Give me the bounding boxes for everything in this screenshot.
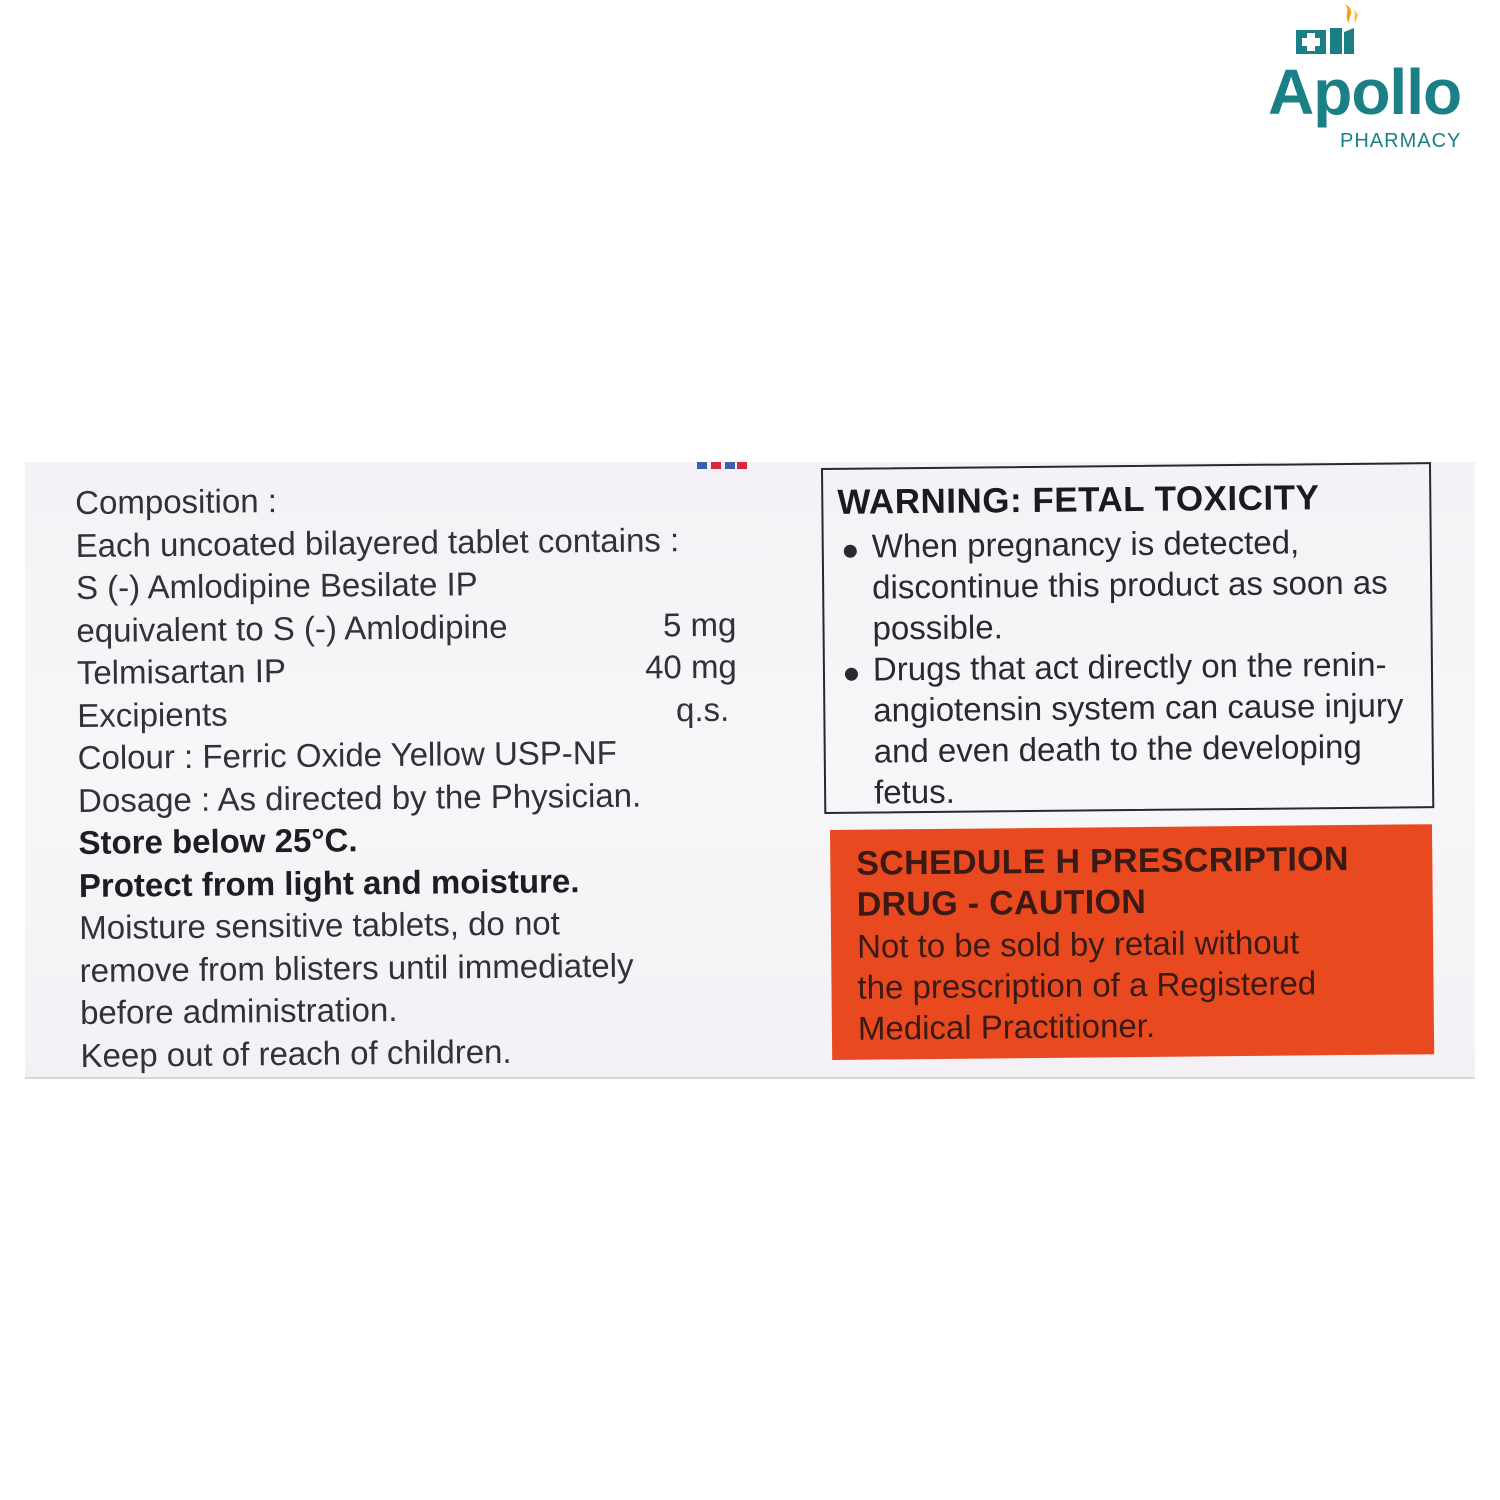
- protect-line: Protect from light and moisture.: [78, 861, 580, 904]
- ingredient-label: equivalent to S (-) Amlodipine: [76, 607, 508, 649]
- color-mark: [737, 462, 747, 469]
- warning-bullet: When pregnancy is detected, discontinue this product as soon as possible.: [838, 520, 1429, 649]
- apollo-pharmacy-logo: [1262, 2, 1484, 152]
- schedule-body-line: Medical Practitioner.: [857, 1006, 1156, 1047]
- moisture-line: remove from blisters until immediately: [79, 946, 634, 989]
- ingredient-label: S (-) Amlodipine Besilate IP: [75, 565, 478, 606]
- keep-away-line: Keep out of reach of children.: [80, 1032, 512, 1074]
- moisture-line: before administration.: [79, 990, 398, 1031]
- moisture-line: Moisture sensitive tablets, do not: [79, 904, 561, 946]
- fetal-toxicity-warning-box: [821, 462, 1434, 814]
- ingredient-row: [77, 645, 797, 694]
- ingredient-row: [76, 560, 796, 609]
- warning-bullet: Drugs that act directly on the renin-angiotensin system can cause injury and even death to the developing fetus.: [839, 643, 1431, 813]
- schedule-title-line: SCHEDULE H PRESCRIPTION: [856, 840, 1349, 883]
- logo-subtitle: PHARMACY: [1340, 130, 1462, 152]
- warning-list: [838, 520, 1431, 813]
- ingredient-row: [77, 688, 797, 737]
- color-mark: [711, 462, 721, 469]
- schedule-body-line: the prescription of a Registered: [857, 964, 1317, 1006]
- logo-wordmark: Apollo: [1268, 56, 1462, 128]
- ingredient-value: 5 mg: [662, 605, 737, 643]
- ingredient-value: 40 mg: [644, 647, 737, 686]
- schedule-body-line: Not to be sold by retail without: [856, 923, 1300, 965]
- apollo-cross-icon: [1292, 2, 1372, 64]
- medicine-carton-panel: [25, 462, 1475, 1079]
- composition-heading: Composition :: [75, 482, 278, 521]
- ingredient-value: q.s.: [675, 690, 730, 728]
- warning-title: WARNING: FETAL TOXICITY: [837, 478, 1320, 522]
- ingredient-label: Telmisartan IP: [76, 651, 287, 691]
- composition-intro: Each uncoated bilayered tablet contains :: [75, 520, 680, 564]
- color-mark: [725, 462, 735, 469]
- storage-line: Store below 25°C.: [78, 821, 358, 861]
- dosage-line: Dosage : As directed by the Physician.: [77, 776, 642, 819]
- color-mark: [697, 462, 707, 469]
- ingredient-label: Excipients: [77, 695, 228, 734]
- schedule-title-line: DRUG - CAUTION: [856, 882, 1147, 924]
- ingredient-row: [76, 603, 796, 652]
- schedule-h-caution-box: [830, 824, 1434, 1060]
- colour-line: Colour : Ferric Oxide Yellow USP-NF: [77, 733, 617, 776]
- composition-block: [75, 475, 801, 1077]
